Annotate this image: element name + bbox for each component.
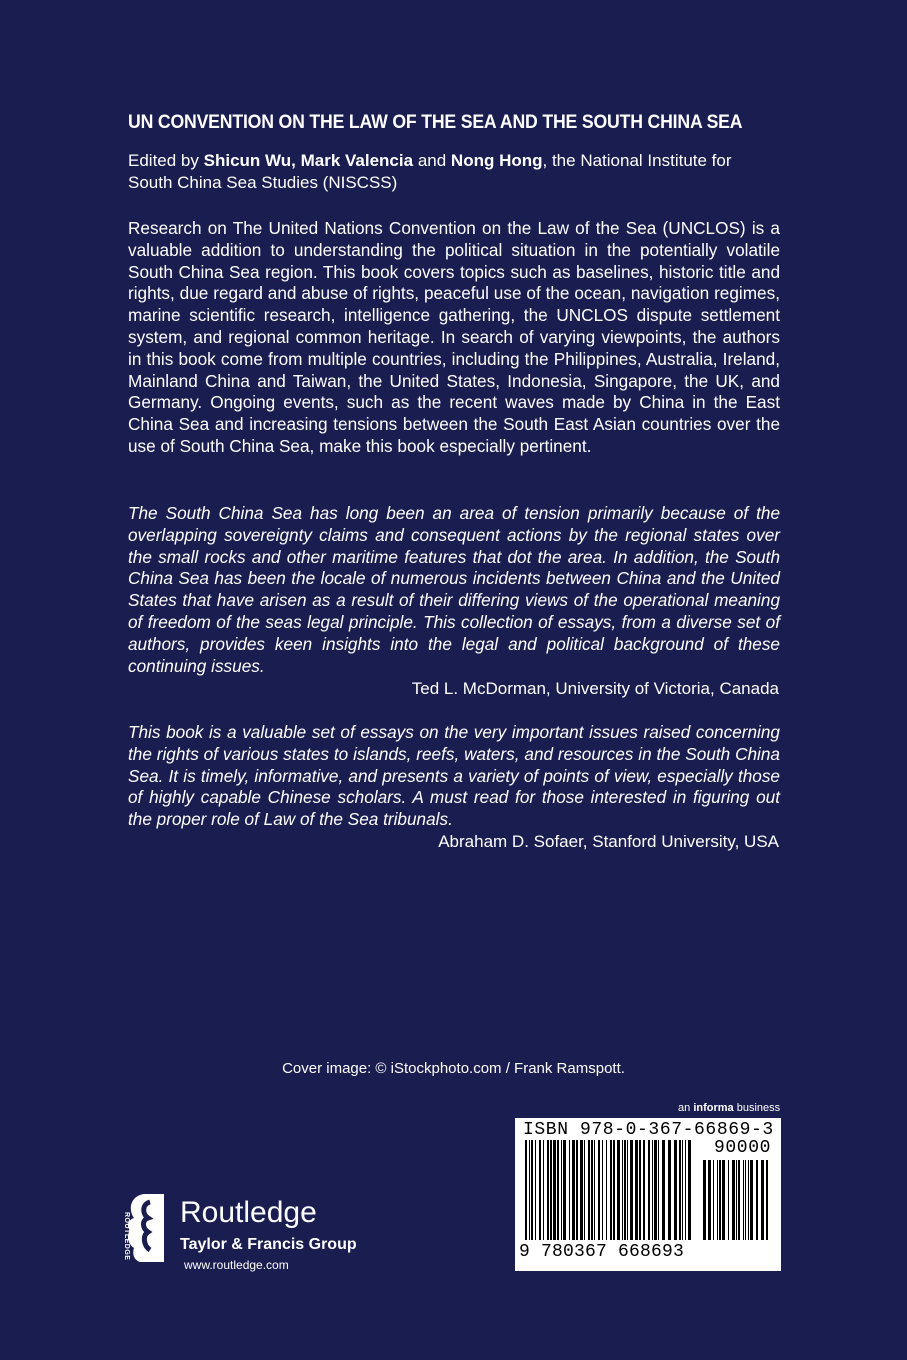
barcode-bar bbox=[588, 1140, 590, 1240]
barcode-bar bbox=[750, 1160, 753, 1240]
barcode-bars-icon bbox=[523, 1140, 695, 1246]
barcode-bar bbox=[648, 1140, 650, 1240]
barcode-bar bbox=[761, 1160, 764, 1240]
endorsement-attribution: Ted L. McDorman, University of Victoria, Canada bbox=[411, 679, 779, 698]
editor-affiliation: , the National Institute for South China Sea Studies (NISCSS) bbox=[128, 151, 732, 192]
barcode-bar bbox=[563, 1140, 566, 1240]
barcode-bar bbox=[717, 1160, 718, 1240]
barcode-bar bbox=[531, 1140, 533, 1240]
barcode-bar bbox=[529, 1140, 530, 1240]
barcode-bar bbox=[535, 1140, 536, 1240]
and-word: and bbox=[417, 151, 447, 170]
barcode-bar bbox=[606, 1140, 607, 1240]
barcode-addon: 90000 bbox=[713, 1138, 771, 1158]
barcode-bar bbox=[662, 1140, 665, 1240]
barcode-bar bbox=[635, 1140, 638, 1240]
barcode-number: 9 780367 668693 bbox=[519, 1242, 685, 1262]
barcode-bar bbox=[668, 1140, 671, 1240]
barcode-bar bbox=[543, 1140, 544, 1240]
barcode-bar bbox=[743, 1160, 744, 1240]
barcode-bar bbox=[525, 1140, 527, 1240]
barcode-bar bbox=[736, 1160, 737, 1240]
barcode-bar bbox=[713, 1160, 714, 1240]
barcode-bar bbox=[703, 1160, 706, 1240]
barcode-bar bbox=[728, 1160, 729, 1240]
barcode-bar bbox=[639, 1140, 641, 1240]
barcode-bar bbox=[553, 1140, 556, 1240]
barcode-bar bbox=[627, 1140, 628, 1240]
barcode-bar bbox=[622, 1140, 623, 1240]
barcode-bar bbox=[719, 1160, 721, 1240]
barcode-bar bbox=[685, 1140, 686, 1240]
barcode-bar bbox=[682, 1140, 683, 1240]
edited-by-prefix: Edited by bbox=[128, 151, 199, 170]
barcode-bar bbox=[708, 1160, 711, 1240]
endorsement-attribution: Abraham D. Sofaer, Stanford University, USA bbox=[438, 832, 779, 851]
endorsement-quote: The South China Sea has long been an area of tension primarily because of the overlapping sovereignty claims and consequent actions by the regional states over the small rocks and other maritime features that dot the area. In addition, the South China Sea has been the locale of numerous incidents between China and the United States that have arisen as a result of their differing views of the operational meaning of freedom of the seas legal principle. This collection of essays, from a diverse set of authors, provides keen insights into the legal and political background of these continuing issues. bbox=[128, 503, 780, 676]
editor-name: Nong Hong bbox=[450, 151, 543, 170]
publisher-website: www.routledge.com bbox=[184, 1258, 289, 1272]
barcode-bar bbox=[547, 1140, 549, 1240]
editors-line bbox=[128, 150, 780, 194]
barcode-bar bbox=[624, 1140, 626, 1240]
barcode-bar bbox=[550, 1140, 552, 1240]
barcode-bar bbox=[576, 1140, 578, 1240]
routledge-logo-icon bbox=[120, 1192, 168, 1264]
barcode-bar bbox=[722, 1160, 725, 1240]
barcode-bar bbox=[658, 1140, 659, 1240]
barcode-bar bbox=[591, 1140, 593, 1240]
barcode-bar bbox=[598, 1140, 600, 1240]
isbn-label: ISBN 978-0-367-66869-3 bbox=[523, 1120, 774, 1140]
barcode-bar bbox=[688, 1140, 691, 1240]
informa-tagline bbox=[678, 1102, 780, 1114]
informa-brand: informa bbox=[693, 1102, 734, 1114]
barcode-bar bbox=[679, 1140, 681, 1240]
barcode-bar bbox=[594, 1140, 595, 1240]
barcode-bar bbox=[654, 1140, 657, 1240]
publisher-name: Routledge bbox=[180, 1196, 317, 1229]
barcode-bar bbox=[617, 1140, 620, 1240]
informa-suffix: business bbox=[736, 1102, 781, 1114]
barcode-bar bbox=[580, 1140, 583, 1240]
barcode-bar bbox=[569, 1140, 570, 1240]
barcode-bar bbox=[539, 1140, 541, 1240]
barcode-bar bbox=[572, 1140, 575, 1240]
barcode-bar bbox=[756, 1160, 758, 1240]
barcode-bar bbox=[602, 1140, 603, 1240]
publisher-group: Taylor & Francis Group bbox=[180, 1236, 357, 1253]
barcode-bar bbox=[732, 1160, 735, 1240]
editor-name: Mark Valencia bbox=[300, 151, 414, 170]
barcode-bar bbox=[674, 1140, 677, 1240]
barcode-bar bbox=[610, 1140, 612, 1240]
endorsement-quote: This book is a valuable set of essays on the very important issues raised concerning the rights of various states to islands, reefs, waters, and resources in the South China Sea. It is timely, informative, and presents a variety of points of view, especially those of highly capable Chinese scholars. A must read for those interested in figuring out the proper role of Law of the Sea tribunals. bbox=[128, 722, 780, 830]
barcode-bar bbox=[652, 1140, 653, 1240]
barcode-bar bbox=[613, 1140, 615, 1240]
informa-prefix: an bbox=[678, 1102, 691, 1114]
barcode-bar bbox=[557, 1140, 559, 1240]
book-title: UN CONVENTION ON THE LAW OF THE SEA AND THE SOUTH CHINA SEA bbox=[128, 112, 743, 133]
barcode-bar bbox=[584, 1140, 585, 1240]
cover-image-credit: Cover image: © iStockphoto.com / Frank Ramspott. bbox=[282, 1060, 625, 1077]
barcode-bar bbox=[643, 1140, 645, 1240]
logo-vertical-text: ROUTLEDGE bbox=[123, 1212, 130, 1261]
barcode-bar bbox=[748, 1160, 749, 1240]
book-description: Research on The United Nations Convention on the Law of the Sea (UNCLOS) is a valuable addition to understanding the political situation in the potentially volatile South China Sea region. This book covers topics such as baselines, historic title and rights, due regard and abuse of rights, peaceful use of the ocean, navigation regimes, marine scientific research, intelligence gathering, the UNCLOS dispute settlement system, and regional common heritage. In search of varying viewpoints, the authors in this book come from multiple countries, including the Philippines, Australia, Ireland, Mainland China and Taiwan, the United States, Indonesia, Singapore, the UK, and Germany. Ongoing events, such as the recent waves made by China in the East China Sea and increasing tensions between the South East Asian countries over the use of South China Sea, make this book especially pertinent. bbox=[128, 218, 780, 456]
barcode-bar bbox=[738, 1160, 740, 1240]
barcode-bar bbox=[766, 1160, 768, 1240]
barcode-addon-bars-icon bbox=[701, 1160, 771, 1244]
barcode-bar bbox=[745, 1160, 746, 1240]
isbn-barcode bbox=[515, 1118, 781, 1271]
barcode-bar bbox=[630, 1140, 633, 1240]
editor-name: Shicun Wu, bbox=[203, 151, 296, 170]
barcode-bar bbox=[561, 1140, 562, 1240]
